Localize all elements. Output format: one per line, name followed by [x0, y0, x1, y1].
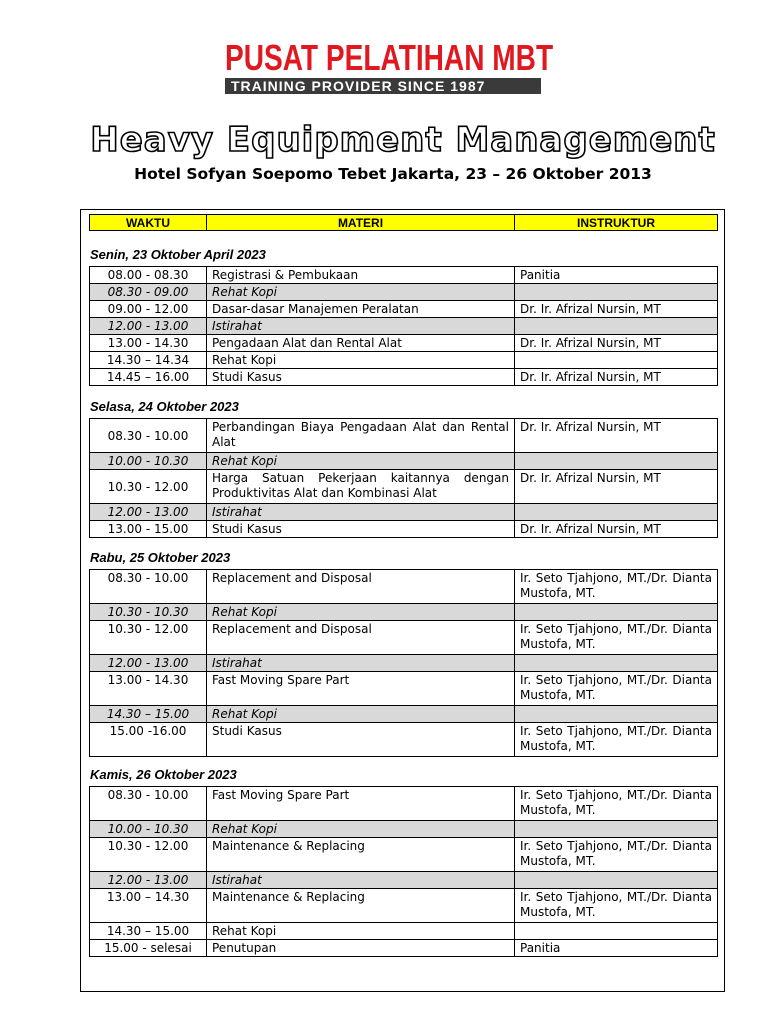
topic-cell: Fast Moving Spare Part	[207, 787, 515, 821]
table-row	[90, 872, 718, 889]
time-cell: 08.30 - 10.00	[90, 419, 207, 453]
instructor-cell: Dr. Ir. Afrizal Nursin, MT	[515, 470, 718, 504]
time-cell: 08.30 - 09.00	[90, 284, 207, 301]
header-instruktur: INSTRUKTUR	[515, 215, 718, 231]
time-cell: 08.30 - 10.00	[90, 570, 207, 604]
table-row	[90, 821, 718, 838]
time-cell: 12.00 - 13.00	[90, 318, 207, 335]
topic-cell: Replacement and Disposal	[207, 570, 515, 604]
time-cell: 14.30 – 14.34	[90, 352, 207, 369]
time-cell: 15.00 -16.00	[90, 723, 207, 757]
instructor-cell: Ir. Seto Tjahjono, MT./Dr. Dianta Mustofa, MT.	[515, 621, 718, 655]
logo-tagline: TRAINING PROVIDER SINCE 1987	[225, 78, 541, 94]
time-cell: 08.30 - 10.00	[90, 787, 207, 821]
instructor-cell: Dr. Ir. Afrizal Nursin, MT	[515, 335, 718, 352]
time-cell: 14.30 – 15.00	[90, 706, 207, 723]
table-row	[90, 570, 718, 604]
instructor-cell	[515, 655, 718, 672]
topic-cell: Studi Kasus	[207, 723, 515, 757]
topic-cell: Rehat Kopi	[207, 821, 515, 838]
time-cell: 09.00 - 12.00	[90, 301, 207, 318]
time-cell: 15.00 - selesai	[90, 940, 207, 957]
table-row	[90, 335, 718, 352]
topic-cell: Istirahat	[207, 655, 515, 672]
instructor-cell: Ir. Seto Tjahjono, MT./Dr. Dianta Mustofa, MT.	[515, 787, 718, 821]
table-row	[90, 723, 718, 757]
table-row	[90, 453, 718, 470]
table-row	[90, 267, 718, 284]
day-label-rabu: Rabu, 25 Oktober 2023	[90, 550, 231, 565]
time-cell: 13.00 - 15.00	[90, 521, 207, 538]
table-row	[90, 706, 718, 723]
topic-cell: Registrasi & Pembukaan	[207, 267, 515, 284]
instructor-cell: Ir. Seto Tjahjono, MT./Dr. Dianta Mustofa, MT.	[515, 672, 718, 706]
topic-cell: Maintenance & Replacing	[207, 838, 515, 872]
instructor-cell	[515, 284, 718, 301]
instructor-cell: Panitia	[515, 267, 718, 284]
instructor-cell: Dr. Ir. Afrizal Nursin, MT	[515, 521, 718, 538]
table-row	[90, 655, 718, 672]
instructor-cell: Ir. Seto Tjahjono, MT./Dr. Dianta Mustofa, MT.	[515, 889, 718, 923]
schedule-table-kamis	[89, 786, 718, 957]
time-cell: 13.00 – 14.30	[90, 889, 207, 923]
instructor-cell	[515, 318, 718, 335]
time-cell: 08.00 - 08.30	[90, 267, 207, 284]
schedule-table-senin	[89, 266, 718, 386]
instructor-cell	[515, 504, 718, 521]
time-cell: 10.30 - 12.00	[90, 621, 207, 655]
topic-cell: Harga Satuan Pekerjaan kaitannya dengan Produktivitas Alat dan Kombinasi Alat	[207, 470, 515, 504]
table-row	[90, 369, 718, 386]
instructor-cell: Dr. Ir. Afrizal Nursin, MT	[515, 301, 718, 318]
day-label-senin: Senin, 23 Oktober April 2023	[90, 247, 266, 262]
time-cell: 10.30 - 12.00	[90, 838, 207, 872]
instructor-cell	[515, 706, 718, 723]
instructor-cell: Ir. Seto Tjahjono, MT./Dr. Dianta Mustofa, MT.	[515, 838, 718, 872]
instructor-cell: Ir. Seto Tjahjono, MT./Dr. Dianta Mustofa, MT.	[515, 723, 718, 757]
topic-cell: Rehat Kopi	[207, 604, 515, 621]
logo	[225, 37, 554, 94]
schedule-table-selasa	[89, 418, 718, 538]
table-row	[90, 301, 718, 318]
time-cell: 14.45 – 16.00	[90, 369, 207, 386]
topic-cell: Rehat Kopi	[207, 923, 515, 940]
time-cell: 12.00 - 13.00	[90, 655, 207, 672]
table-row	[90, 621, 718, 655]
topic-cell: Rehat Kopi	[207, 453, 515, 470]
time-cell: 12.00 - 13.00	[90, 504, 207, 521]
instructor-cell: Panitia	[515, 940, 718, 957]
schedule-table-rabu	[89, 569, 718, 757]
table-row	[90, 940, 718, 957]
header-waktu: WAKTU	[90, 215, 207, 231]
topic-cell: Istirahat	[207, 504, 515, 521]
time-cell: 14.30 – 15.00	[90, 923, 207, 940]
instructor-cell	[515, 821, 718, 838]
time-cell: 13.00 - 14.30	[90, 335, 207, 352]
topic-cell: Istirahat	[207, 318, 515, 335]
topic-cell: Istirahat	[207, 872, 515, 889]
topic-cell: Replacement and Disposal	[207, 621, 515, 655]
instructor-cell: Dr. Ir. Afrizal Nursin, MT	[515, 419, 718, 453]
time-cell: 12.00 - 13.00	[90, 872, 207, 889]
topic-cell: Rehat Kopi	[207, 284, 515, 301]
document-title: Heavy Equipment Management	[90, 120, 716, 160]
schedule-header	[89, 214, 718, 231]
table-row	[90, 318, 718, 335]
topic-cell: Rehat Kopi	[207, 352, 515, 369]
time-cell: 10.00 - 10.30	[90, 453, 207, 470]
header-materi: MATERI	[207, 215, 515, 231]
time-cell: 10.00 - 10.30	[90, 821, 207, 838]
table-row	[90, 419, 718, 453]
day-label-kamis: Kamis, 26 Oktober 2023	[90, 767, 237, 782]
table-row	[90, 284, 718, 301]
topic-cell: Perbandingan Biaya Pengadaan Alat dan Rental Alat	[207, 419, 515, 453]
table-row	[90, 521, 718, 538]
document-subtitle: Hotel Sofyan Soepomo Tebet Jakarta, 23 – 26 Oktober 2013	[134, 165, 652, 183]
topic-cell: Studi Kasus	[207, 369, 515, 386]
topic-cell: Maintenance & Replacing	[207, 889, 515, 923]
table-row	[90, 604, 718, 621]
topic-cell: Penutupan	[207, 940, 515, 957]
table-row	[90, 504, 718, 521]
table-row	[90, 923, 718, 940]
instructor-cell: Dr. Ir. Afrizal Nursin, MT	[515, 369, 718, 386]
topic-cell: Fast Moving Spare Part	[207, 672, 515, 706]
time-cell: 10.30 - 12.00	[90, 470, 207, 504]
table-row	[90, 889, 718, 923]
instructor-cell: Ir. Seto Tjahjono, MT./Dr. Dianta Mustofa, MT.	[515, 570, 718, 604]
table-row	[90, 470, 718, 504]
day-label-selasa: Selasa, 24 Oktober 2023	[90, 399, 239, 414]
instructor-cell	[515, 453, 718, 470]
instructor-cell	[515, 923, 718, 940]
topic-cell: Dasar-dasar Manajemen Peralatan	[207, 301, 515, 318]
topic-cell: Pengadaan Alat dan Rental Alat	[207, 335, 515, 352]
table-row	[90, 838, 718, 872]
instructor-cell	[515, 872, 718, 889]
table-row	[90, 787, 718, 821]
table-row	[90, 672, 718, 706]
time-cell: 10.30 - 10.30	[90, 604, 207, 621]
instructor-cell	[515, 604, 718, 621]
logo-name: PUSAT PELATIHAN MBT	[225, 37, 554, 78]
topic-cell: Rehat Kopi	[207, 706, 515, 723]
table-row	[90, 352, 718, 369]
instructor-cell	[515, 352, 718, 369]
topic-cell: Studi Kasus	[207, 521, 515, 538]
time-cell: 13.00 - 14.30	[90, 672, 207, 706]
